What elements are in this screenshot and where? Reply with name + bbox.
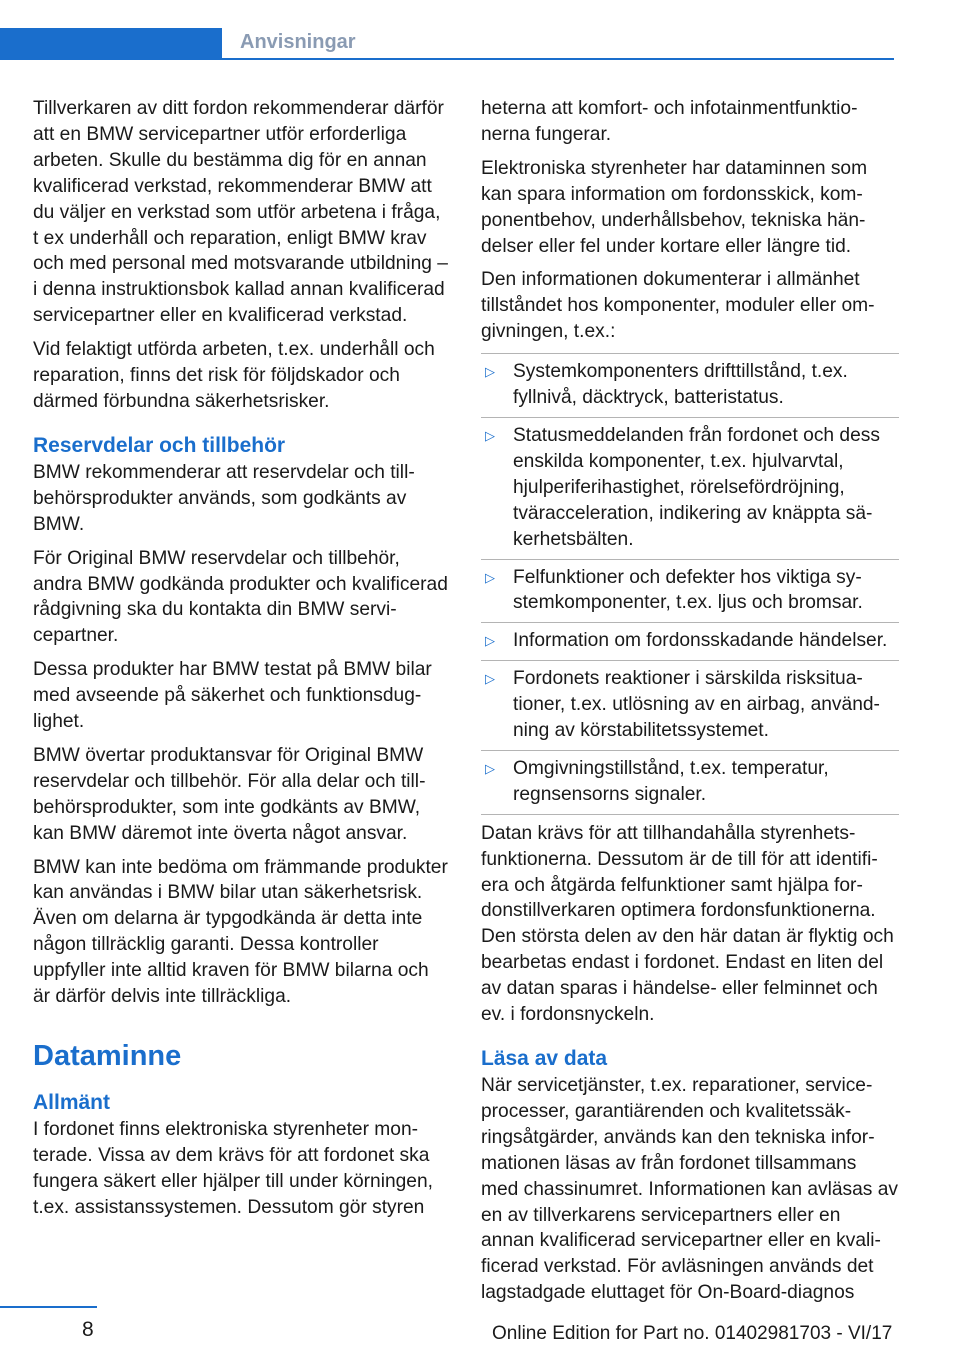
header-accent-bar xyxy=(0,28,222,60)
heading-lasa-av-data: Läsa av data xyxy=(481,1047,608,1070)
list-item-text: Fordonets reaktioner i särskilda risksituationer, t.ex. utlösning av en airbag, användning av körstabilitetssystemet. xyxy=(513,668,880,742)
footer-rule xyxy=(0,1306,97,1308)
list-item xyxy=(481,751,899,815)
list-item-text: Omgivningstillstånd, t.ex. temperatur, regnsensorns signaler. xyxy=(513,757,829,805)
paragraph: BMW kan inte bedöma om främmande produkter kan användas i BMW bilar utan säkerhetsrisk. Även om delarna är typgodkända är detta inte någon tillräcklig garanti. Dessa kontroller uppfyller inte alltid kraven för BMW bilarna och är därför delvis inte tillräckliga. xyxy=(33,856,448,1008)
list-item-text: Information om fordonsskadande händelser. xyxy=(513,630,888,652)
paragraph: Elektroniska styrenheter har dataminnen som kan spara information om fordonsskick, komponentbehov, underhållsbehov, tekniska händelser eller fel under kortare eller längre tid. xyxy=(481,157,868,257)
heading-reservdelar: Reservdelar och tillbehör xyxy=(33,433,286,457)
list-item-text: Felfunktioner och defekter hos viktiga systemkomponenter, t.ex. ljus och bromsar. xyxy=(513,566,863,614)
right-column xyxy=(481,96,899,1314)
list-item xyxy=(481,560,899,624)
header-rule xyxy=(222,58,894,60)
list-item xyxy=(481,661,899,751)
edition-note: Online Edition for Part no. 01402981703 - VI/17 xyxy=(492,1323,893,1344)
paragraph: I fordonet finns elektroniska styrenheter monterade. Vissa av dem krävs för att fordonet ska fungera säkert eller hjälper till under körningen, t.ex. assistanssystemen. Dessutom gör styren xyxy=(33,1119,433,1218)
triangle-bullet-icon: ▷ xyxy=(485,427,495,443)
triangle-bullet-icon: ▷ xyxy=(485,760,495,776)
data-list xyxy=(481,353,899,815)
list-item-text: Statusmeddelanden från fordonet och dess enskilda komponenter, t.ex. hjulvarvtal, hjulperiferihastighet, rörelsefördröjning, tväracceleration, indikering av knäppta säkerhetsbälten. xyxy=(513,424,880,550)
triangle-bullet-icon: ▷ xyxy=(485,633,495,649)
paragraph: BMW rekommenderar att reservdelar och tillbehörsprodukter används, som godkänts av BMW. xyxy=(33,461,415,535)
list-item xyxy=(481,623,899,661)
paragraph: heterna att komfort- och infotainmentfunktionerna fungerar. xyxy=(481,98,858,145)
heading-allmant: Allmänt xyxy=(33,1091,111,1114)
paragraph: Vid felaktigt utförda arbeten, t.ex. underhåll och reparation, finns det risk för följdskador och därmed förbundna säkerhetsrisker. xyxy=(33,339,435,412)
left-column xyxy=(33,96,451,1229)
paragraph: När servicetjänster, t.ex. reparationer, serviceprocesser, garantiärenden och kvalitetssäkringsåtgärder, används kan den tekniska informationen läsas av från fordonet tillsammans med chassinumret. Informationen kan avläsas av en av tillverkarens servicepartners eller en annan kvalificerad servicepartner eller en kvalificerad verkstad. För avläsningen används det lagstadgade eluttaget för On-Board-diagnos xyxy=(481,1075,899,1304)
paragraph: För Original BMW reservdelar och tillbehör, andra BMW godkända produkter och kvalificerad rådgivning ska du kontakta din BMW servicepartner. xyxy=(33,547,448,647)
paragraph: Tillverkaren av ditt fordon rekommenderar därför att en BMW servicepartner utför erforderliga arbeten. Skulle du bestämma dig för en annan kvalificerad verkstad, rekommenderar BMW att du väljer en verkstad som utför arbetena i fråga, t ex underhåll och reparation, enligt BMW krav och med personal med motsvarande utbildning – i denna instruktionsbok kallad annan kvalificerad servicepartner eller en kvalificerad verkstad. xyxy=(33,98,448,327)
list-item xyxy=(481,418,899,560)
paragraph: Den informationen dokumenterar i allmänhet tillståndet hos komponenter, moduler eller omgivningen, t.ex.: xyxy=(481,269,875,343)
triangle-bullet-icon: ▷ xyxy=(485,569,495,585)
triangle-bullet-icon: ▷ xyxy=(485,364,495,380)
triangle-bullet-icon: ▷ xyxy=(485,671,495,687)
heading-dataminne: Dataminne xyxy=(33,1040,182,1072)
page-number: 8 xyxy=(82,1318,94,1341)
section-title: Anvisningar xyxy=(240,31,356,53)
list-item xyxy=(481,353,899,418)
paragraph: Datan krävs för att tillhandahålla styrenhetsfunktionerna. Dessutom är de till för att identifiera och åtgärda felfunktioner samt hjälpa fordonstillverkaren optimera fordonsfunktionerna. Den största delen av den här datan är flyktig och bearbetas endast i fordonet. Endast en liten del av datan sparas i händelse- eller felminnet och ev. i fordonsnyckeln. xyxy=(481,822,894,1026)
list-item-text: Systemkomponenters drifttillstånd, t.ex. fyllnivå, däcktryck, batteristatus. xyxy=(513,361,848,409)
paragraph: Dessa produkter har BMW testat på BMW bilar med avseende på säkerhet och funktionsduglighet. xyxy=(33,659,432,733)
paragraph: BMW övertar produktansvar för Original BMW reservdelar och tillbehör. För alla delar och tillbehörsprodukter, som inte godkänts av BMW, kan BMW däremot inte överta något ansvar. xyxy=(33,744,426,844)
